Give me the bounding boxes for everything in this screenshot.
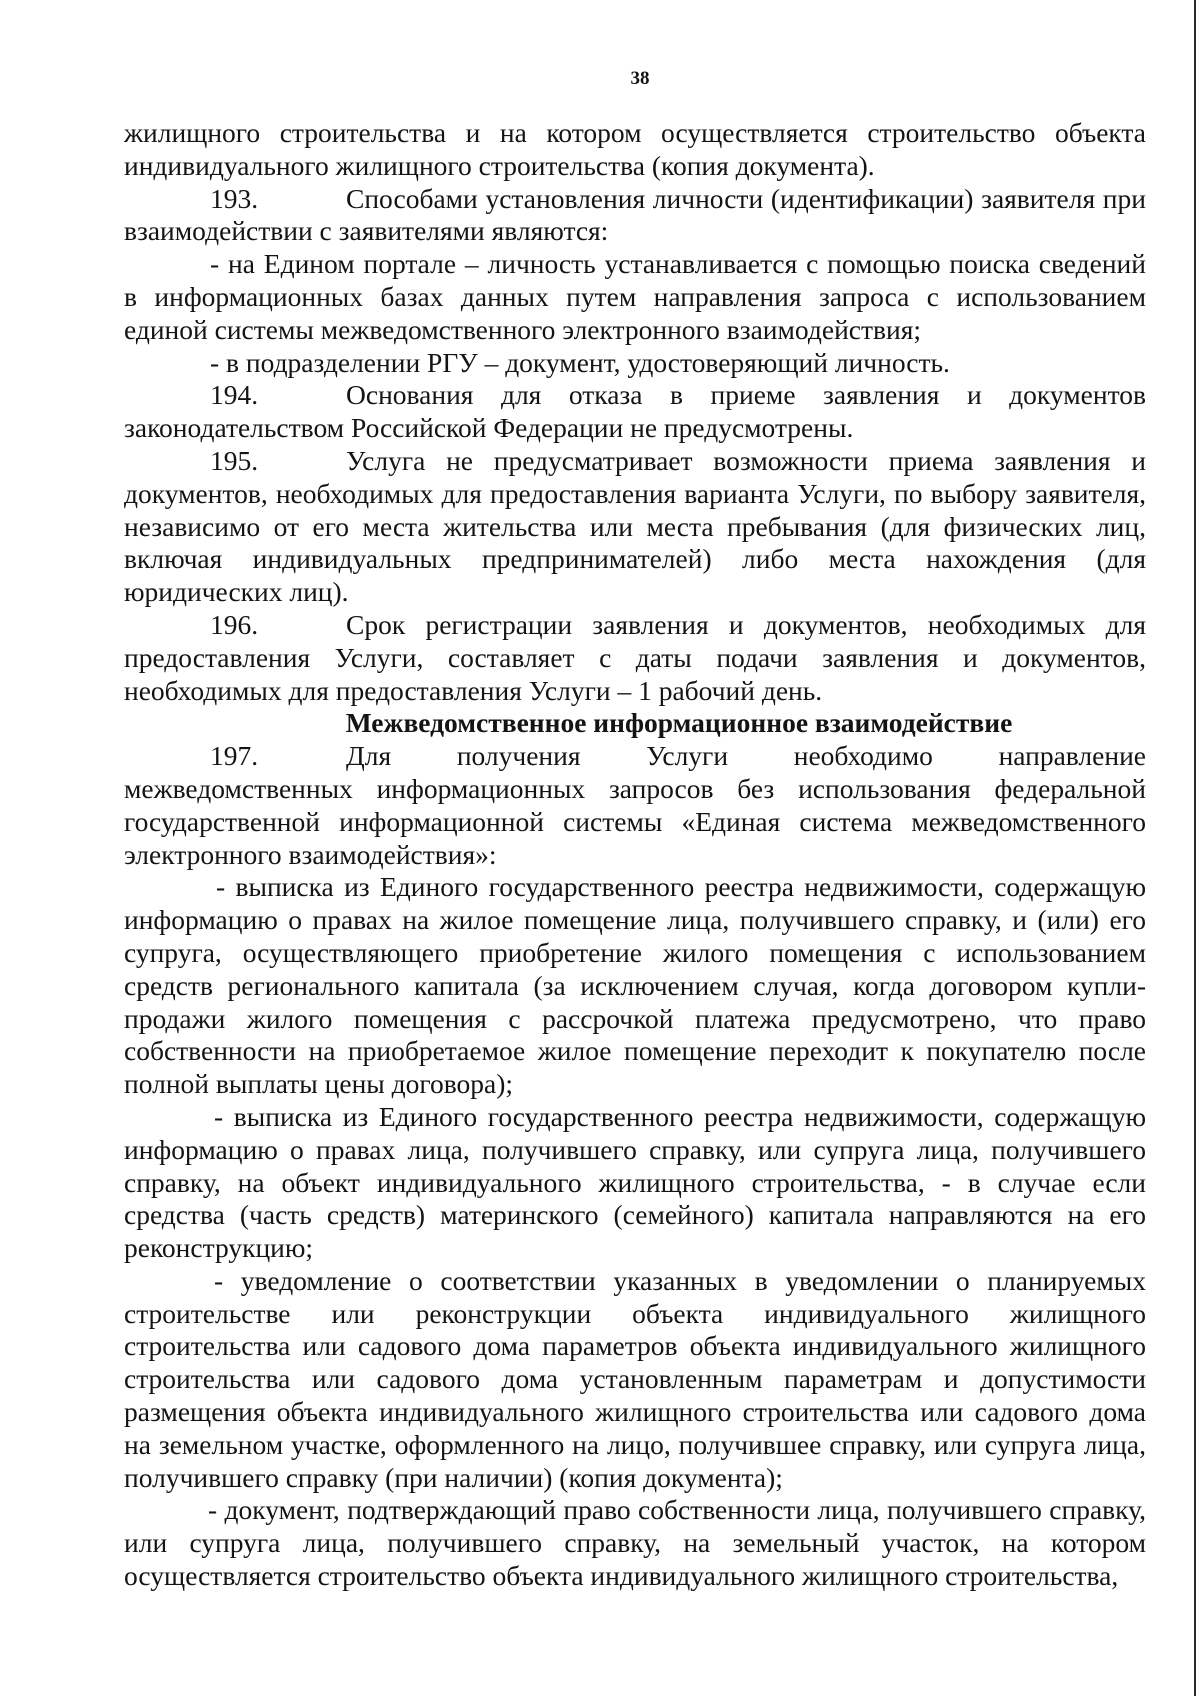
paragraph-number: 196. — [210, 608, 259, 640]
page-edge-line — [1194, 0, 1196, 1696]
paragraph-text: Для получения Услуги необходимо направление межведомственных информационных запросов без использования федеральной государственной информационной системы «Единая система межведомственного электронного взаимодействия»: — [124, 740, 1146, 870]
paragraph-number: 194. — [210, 379, 259, 411]
list-item: - выписка из Единого государственного реестра недвижимости, содержащую информацию о правах лица, получившего справку, или супруга лица, получившего справку, на объект индивидуального жилищного строительства, - в случае если средства (часть средств) материнского (семейного) капитала направляются на его реконструкцию; — [124, 1100, 1146, 1264]
paragraph-number: 197. — [210, 740, 259, 772]
document-body — [124, 117, 1146, 1593]
paragraph-text: Услуга не предусматривает возможности приема заявления и документов, необходимых для предоставления варианта Услуги, по выбору заявителя, независимо от его места жительства или места пребывания (для физических лиц, включая индивидуальных предпринимателей) либо места нахождения (для юридических лиц). — [124, 444, 1146, 608]
paragraph-text: Срок регистрации заявления и документов, необходимых для предоставления Услуги, составляет с даты подачи заявления и документов, необходимых для предоставления Услуги – 1 рабочий день. — [124, 608, 1146, 706]
paragraph-text: Основания для отказа в приеме заявления и документов законодательством Российской Федерации не предусмотрены. — [124, 379, 1146, 444]
list-item: - в подразделении РГУ – документ, удостоверяющий личность. — [210, 346, 950, 378]
paragraph-195 — [124, 445, 1146, 609]
section-heading: Межведомственное информационное взаимодействие — [345, 707, 1013, 739]
list-item: - уведомление о соответствии указанных в уведомлении о планируемых строительстве или реконструкции объекта индивидуального жилищного строительства или садового дома параметров объекта индивидуального жилищного строительства или садового дома установленным параметрам и допустимости размещения объекта индивидуального жилищного строительства или садового дома на земельном участке, оформленного на лицо, получившее справку, или супруга лица, получившего справку (при наличии) (копия документа); — [124, 1264, 1146, 1493]
paragraph-number: 193. — [210, 182, 259, 214]
list-item: - на Едином портале – личность устанавливается с помощью поиска сведений в информационных базах данных путем направления запроса с использованием единой системы межведомственного электронного взаимодействия; — [124, 248, 1146, 345]
paragraph-197 — [124, 740, 1146, 871]
paragraph-text: Способами установления личности (идентификации) заявителя при взаимодействии с заявителями являются: — [124, 182, 1146, 247]
paragraph-196 — [124, 609, 1146, 707]
paragraph-continuation: жилищного строительства и на котором осуществляется строительство объекта индивидуального жилищного строительства (копия документа). — [124, 117, 1146, 181]
paragraph-number: 195. — [210, 444, 259, 476]
paragraph-193 — [124, 183, 1146, 249]
page-number: 38 — [630, 68, 650, 89]
paragraph-194 — [124, 379, 1146, 445]
list-item: - выписка из Единого государственного реестра недвижимости, содержащую информацию о правах на жилое помещение лица, получившего справку, и (или) его супруга, осуществляющего приобретение жилого помещения с использованием средств регионального капитала (за исключением случая, когда договором купли-продажи жилого помещения с рассрочкой платежа предусмотрено, что право собственности на приобретаемое жилое помещение переходит к покупателю после полной выплаты цены договора); — [124, 871, 1146, 1100]
list-item: - документ, подтверждающий право собственности лица, получившего справку, или супруга лица, получившего справку, на земельный участок, на котором осуществляется строительство объекта индивидуального жилищного строительства, — [124, 1494, 1146, 1592]
